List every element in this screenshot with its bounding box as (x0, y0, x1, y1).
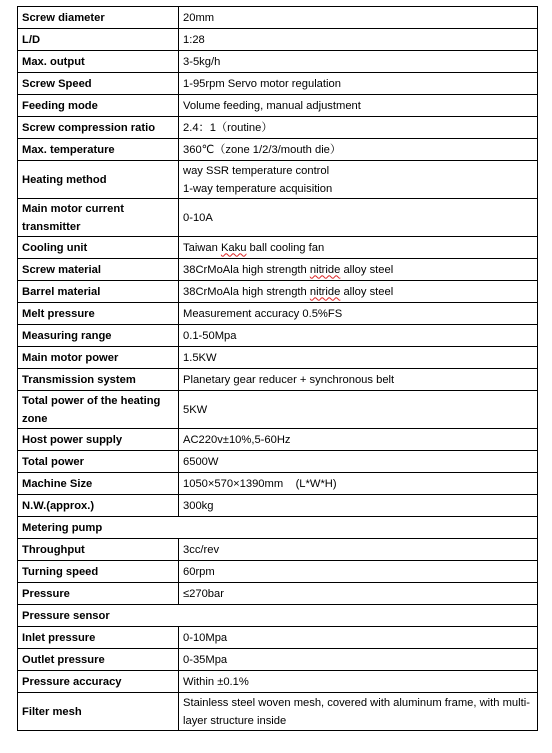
table-row (18, 29, 538, 51)
table-row (18, 451, 538, 473)
spec-value: 2.4：1（routine） (179, 117, 538, 139)
spec-value: 1050×570×1390mm (L*W*H) (179, 473, 538, 495)
table-row (18, 495, 538, 517)
spec-value (179, 237, 538, 259)
spec-value-part: Taiwan (183, 241, 221, 254)
spec-value: 20mm (179, 7, 538, 29)
spec-value: 3-5kg/h (179, 51, 538, 73)
table-row (18, 95, 538, 117)
spellcheck-underlined-word: nitride (309, 285, 341, 298)
table-row (18, 303, 538, 325)
spellcheck-underlined-word: Kaku (220, 241, 247, 254)
spec-label: Screw diameter (18, 7, 179, 29)
spec-label: Measuring range (18, 325, 179, 347)
spec-label: Heating method (18, 161, 179, 199)
spec-label: Melt pressure (18, 303, 179, 325)
spec-value: Planetary gear reducer + synchronous belt (179, 369, 538, 391)
table-row (18, 649, 538, 671)
table-row (18, 671, 538, 693)
spec-label: L/D (18, 29, 179, 51)
table-row (18, 73, 538, 95)
spec-label: Cooling unit (18, 237, 179, 259)
spec-label: Total power (18, 451, 179, 473)
table-row (18, 391, 538, 429)
spec-value: 0.1-50Mpa (179, 325, 538, 347)
spec-value: 1-95rpm Servo motor regulation (179, 73, 538, 95)
table-row (18, 281, 538, 303)
table-row (18, 539, 538, 561)
spec-label: Main motor current transmitter (18, 199, 179, 237)
spellcheck-underlined-word: nitride (309, 263, 341, 276)
spec-value: 300kg (179, 495, 538, 517)
table-row (18, 117, 538, 139)
spec-label: Screw Speed (18, 73, 179, 95)
table-row (18, 473, 538, 495)
section-header: Pressure sensor (18, 605, 538, 627)
table-row (18, 51, 538, 73)
spec-label: Machine Size (18, 473, 179, 495)
table-row (18, 139, 538, 161)
spec-value: Measurement accuracy 0.5%FS (179, 303, 538, 325)
spec-value-part: 38CrMoAla high strength (183, 263, 310, 276)
table-row (18, 259, 538, 281)
spec-label: Screw material (18, 259, 179, 281)
spec-label: Turning speed (18, 561, 179, 583)
table-row (18, 161, 538, 199)
table-row (18, 627, 538, 649)
spec-value: 0-10A (179, 199, 538, 237)
spec-label: Barrel material (18, 281, 179, 303)
spec-value (179, 281, 538, 303)
section-header-row (18, 517, 538, 539)
spec-value (179, 259, 538, 281)
spec-value-line: way SSR temperature control (183, 164, 330, 177)
spec-label: Max. temperature (18, 139, 179, 161)
table-row (18, 583, 538, 605)
spec-value: ≤270bar (179, 583, 538, 605)
spec-value: 6500W (179, 451, 538, 473)
spec-value: 0-10Mpa (179, 627, 538, 649)
spec-label: Pressure (18, 583, 179, 605)
spec-value: 0-35Mpa (179, 649, 538, 671)
table-row (18, 429, 538, 451)
spec-value-line: 1-way temperature acquisition (183, 182, 333, 195)
spec-value: Volume feeding, manual adjustment (179, 95, 538, 117)
table-row (18, 325, 538, 347)
table-row (18, 199, 538, 237)
spec-label: Outlet pressure (18, 649, 179, 671)
spec-label: Transmission system (18, 369, 179, 391)
table-row (18, 693, 538, 731)
spec-value: Within ±0.1% (179, 671, 538, 693)
spec-value: 5KW (179, 391, 538, 429)
spec-label: Host power supply (18, 429, 179, 451)
spec-value-part: 38CrMoAla high strength (183, 285, 310, 298)
spec-label: Total power of the heating zone (18, 391, 179, 429)
spec-label: Feeding mode (18, 95, 179, 117)
spec-table (17, 6, 538, 731)
spec-label: Screw compression ratio (18, 117, 179, 139)
table-row (18, 7, 538, 29)
spec-value: 3cc/rev (179, 539, 538, 561)
table-row (18, 347, 538, 369)
spec-label: N.W.(approx.) (18, 495, 179, 517)
spec-value: AC220v±10%,5-60Hz (179, 429, 538, 451)
section-header-row (18, 605, 538, 627)
spec-label: Main motor power (18, 347, 179, 369)
table-row (18, 561, 538, 583)
section-header: Metering pump (18, 517, 538, 539)
spec-label: Throughput (18, 539, 179, 561)
spec-label: Inlet pressure (18, 627, 179, 649)
spec-value-part: ball cooling fan (246, 241, 325, 254)
spec-value-part: alloy steel (340, 263, 394, 276)
spec-label: Pressure accuracy (18, 671, 179, 693)
spec-value: Stainless steel woven mesh, covered with aluminum frame, with multi-layer structure inside (179, 693, 538, 731)
spec-value: 60rpm (179, 561, 538, 583)
spec-value: 1.5KW (179, 347, 538, 369)
spec-value (179, 161, 538, 199)
table-row (18, 237, 538, 259)
spec-value: 360℃（zone 1/2/3/mouth die） (179, 139, 538, 161)
spec-value: 1:28 (179, 29, 538, 51)
spec-label: Max. output (18, 51, 179, 73)
spec-label: Filter mesh (18, 693, 179, 731)
spec-value-part: alloy steel (340, 285, 394, 298)
table-row (18, 369, 538, 391)
